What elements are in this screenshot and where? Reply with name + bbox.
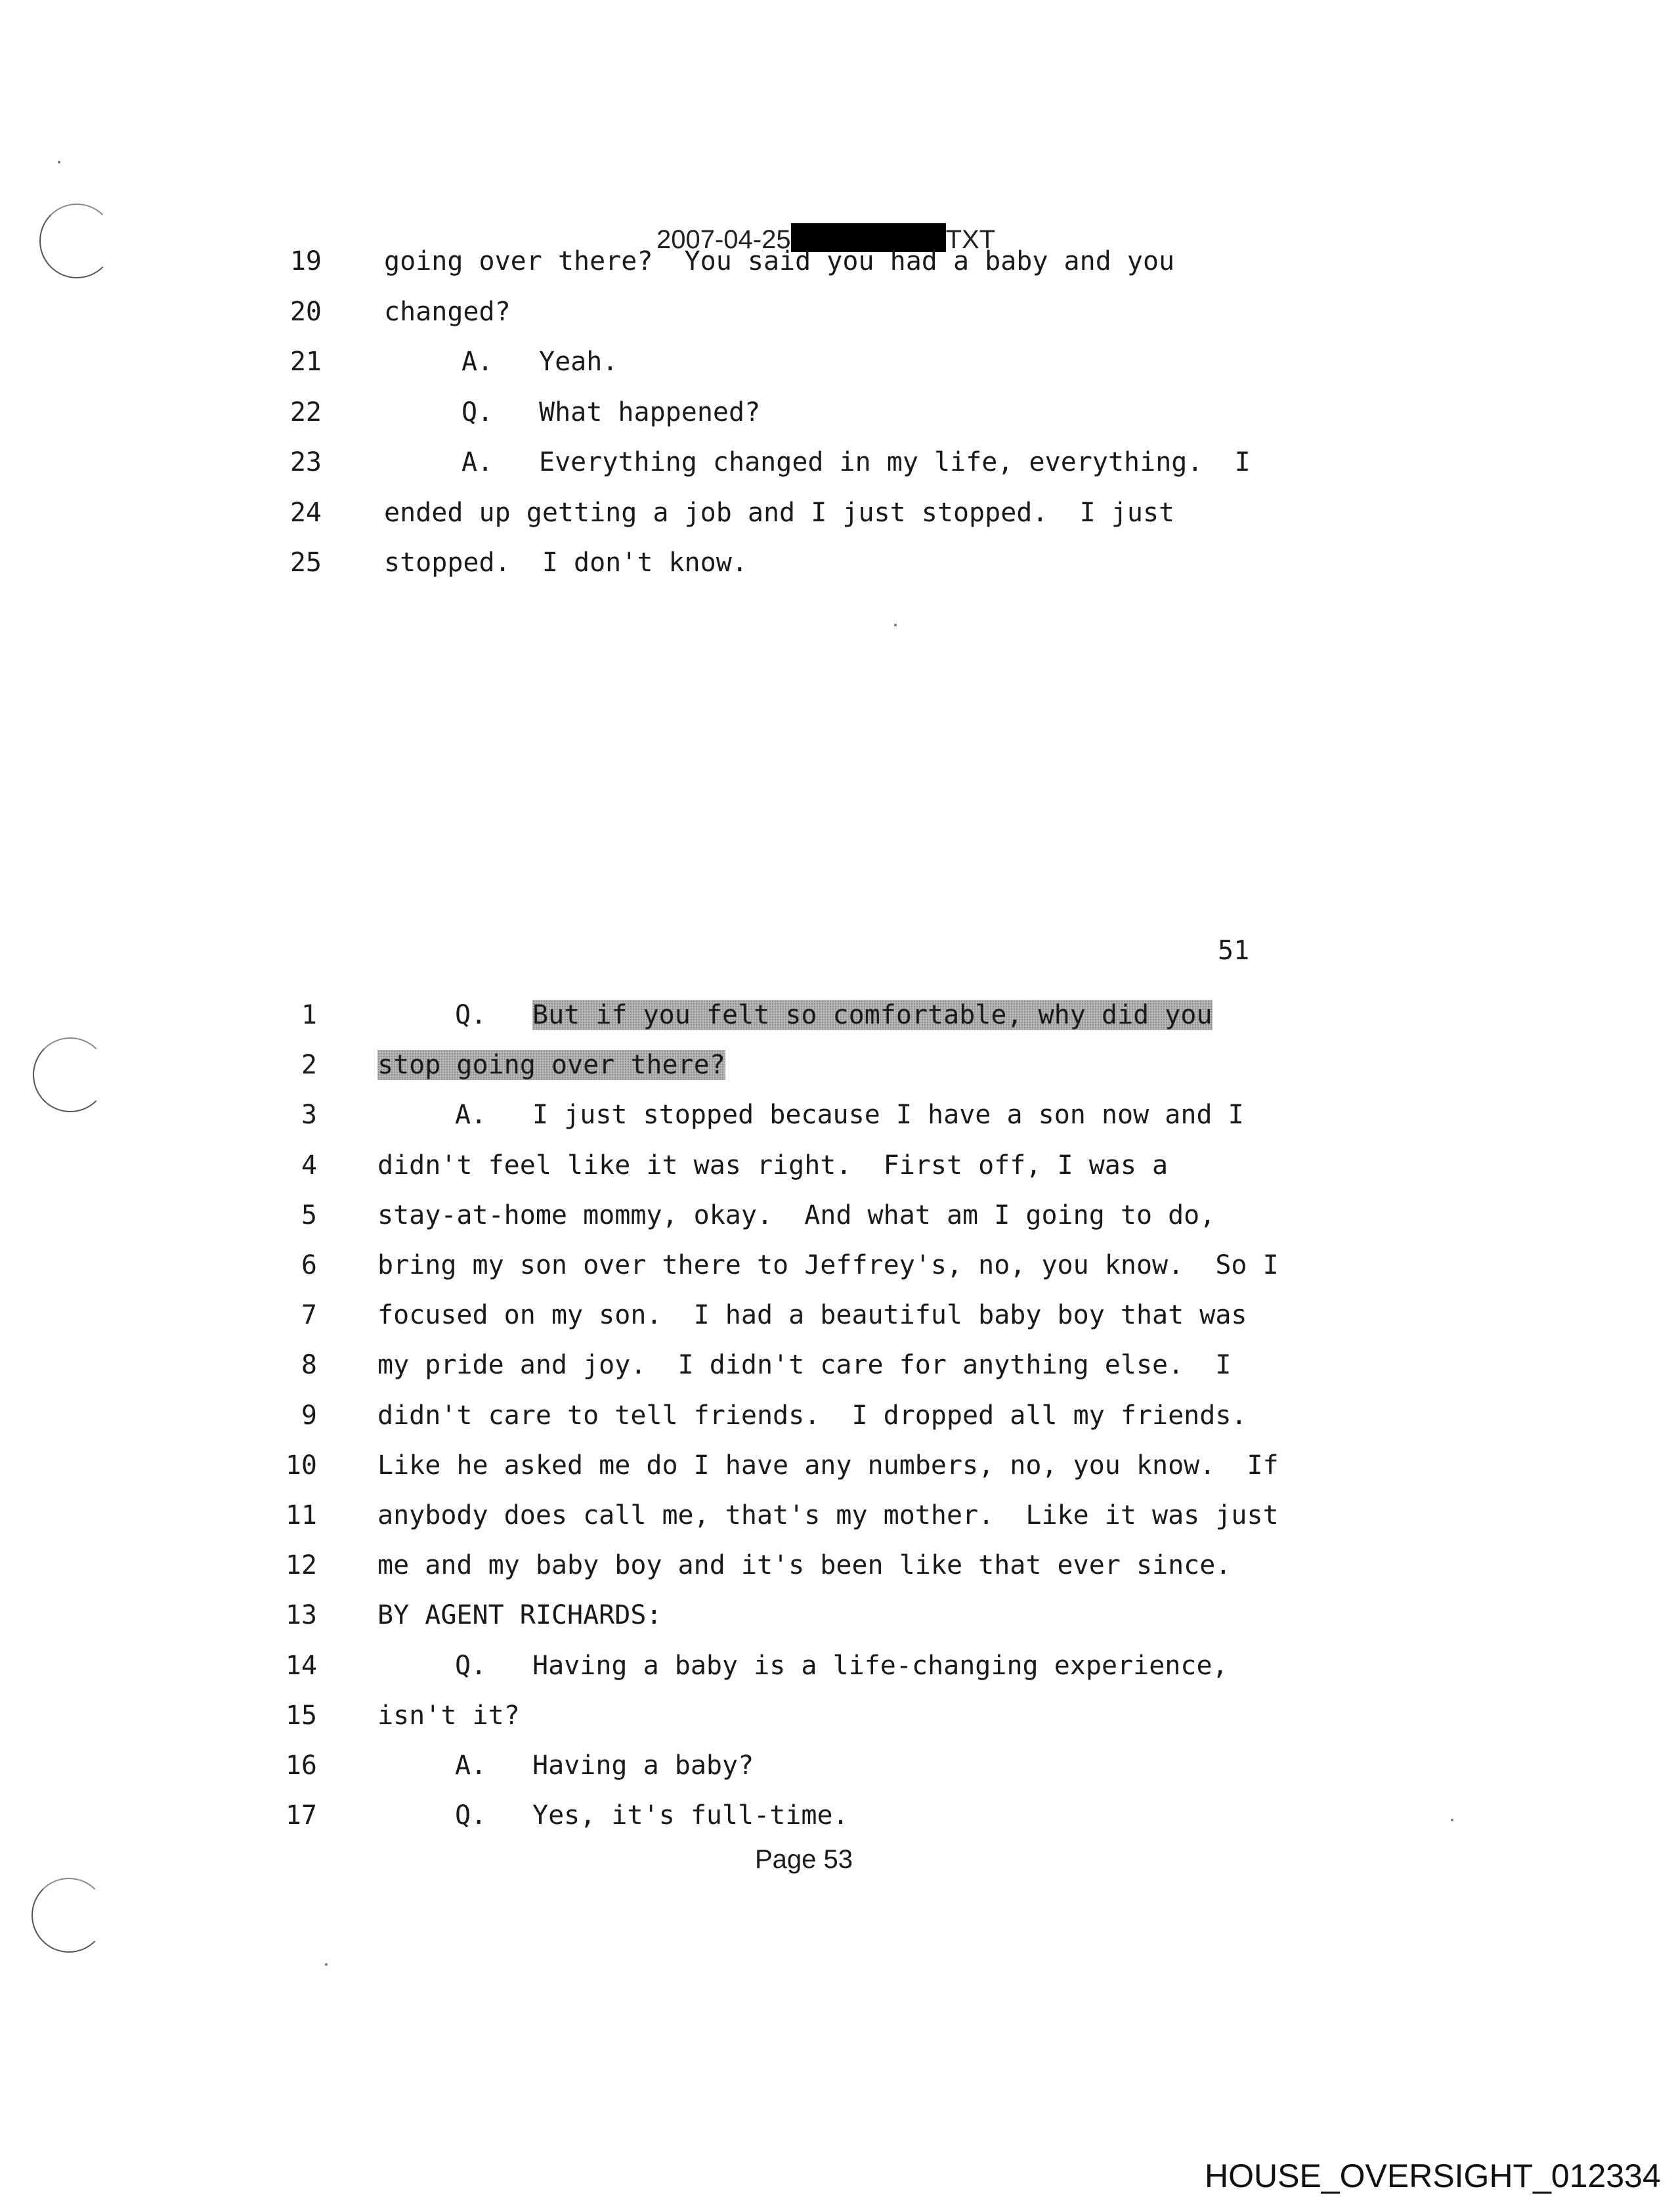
line-number: 11 <box>285 1500 317 1530</box>
line-text <box>377 1701 520 1731</box>
line-content: What happened? <box>539 397 761 427</box>
highlighted-text: But if you felt so comfortable, why did you <box>532 1000 1213 1030</box>
line-content: BY AGENT RICHARDS: <box>377 1600 662 1631</box>
line-content: focused on my son. I had a beautiful baby boy that was <box>377 1300 1247 1331</box>
punch-hole-mark <box>33 1037 108 1112</box>
line-number: 25 <box>290 548 322 578</box>
line-number: 13 <box>285 1600 317 1631</box>
line-text <box>384 246 1174 276</box>
line-text <box>384 548 748 578</box>
page-number: 51 <box>1218 936 1250 966</box>
scan-speck <box>58 161 60 163</box>
line-number: 16 <box>285 1750 317 1781</box>
line-text <box>377 1150 1168 1181</box>
line-text <box>455 1651 1228 1681</box>
line-content: ended up getting a job and I just stopped. I just <box>384 497 1175 528</box>
line-text <box>455 1000 1213 1030</box>
line-content: Having a baby is a life-changing experience, <box>532 1650 1228 1681</box>
line-number: 22 <box>290 397 322 427</box>
line-text <box>455 1100 1244 1130</box>
line-number: 20 <box>290 296 322 327</box>
line-number: 21 <box>290 347 322 377</box>
highlighted-text: stop going over there? <box>377 1050 725 1081</box>
line-content: Everything changed in my life, everything. I <box>539 447 1251 477</box>
line-text <box>377 1450 1279 1481</box>
footer-page-label: Page 53 <box>755 1845 853 1874</box>
line-number: 14 <box>285 1650 317 1681</box>
scan-speck <box>325 1963 328 1966</box>
speaker-label: A. <box>461 347 494 377</box>
speaker-label: A. <box>455 1750 487 1781</box>
line-number: 1 <box>301 1000 317 1030</box>
line-text <box>377 1600 662 1630</box>
line-number: 2 <box>301 1050 317 1081</box>
line-number: 9 <box>301 1400 317 1431</box>
line-number: 7 <box>301 1300 317 1331</box>
line-number: 6 <box>301 1250 317 1280</box>
line-text <box>384 297 511 327</box>
line-content: changed? <box>384 296 511 327</box>
speaker-label: A. <box>461 447 494 477</box>
line-text <box>455 1750 754 1781</box>
line-content: bring my son over there to Jeffrey's, no, you know. So I <box>377 1250 1279 1280</box>
header-date: 2007-04-25 <box>656 225 791 254</box>
punch-hole-mark <box>32 1878 106 1953</box>
line-text <box>377 1050 725 1080</box>
line-text <box>377 1350 1231 1380</box>
line-content: Yes, it's full-time. <box>532 1800 849 1831</box>
line-number: 12 <box>285 1550 317 1581</box>
line-content: going over there? You said you had a baby and you <box>384 246 1175 276</box>
line-text <box>384 498 1174 528</box>
line-number: 10 <box>285 1450 317 1481</box>
line-number: 17 <box>285 1800 317 1831</box>
line-number: 19 <box>290 246 322 276</box>
bates-number: HOUSE_OVERSIGHT_012334 <box>1205 2158 1661 2194</box>
line-content: Having a baby? <box>532 1750 754 1781</box>
line-text <box>377 1550 1231 1580</box>
speaker-label: Q. <box>455 1650 487 1681</box>
line-text <box>377 1300 1247 1330</box>
line-content: didn't feel like it was right. First off, I was a <box>377 1150 1169 1181</box>
line-text <box>377 1400 1247 1431</box>
line-content: stopped. I don't know. <box>384 548 748 578</box>
line-number: 3 <box>301 1100 317 1131</box>
line-number: 23 <box>290 447 322 477</box>
scan-speck <box>1451 1819 1453 1821</box>
speaker-label: Q. <box>455 1800 487 1831</box>
line-content: didn't care to tell friends. I dropped all my friends. <box>377 1400 1247 1431</box>
line-number: 5 <box>301 1200 317 1230</box>
line-content: Yeah. <box>539 347 618 377</box>
scan-speck <box>894 624 897 626</box>
speaker-label: Q. <box>461 397 494 427</box>
header-suffix: TXT <box>945 225 996 254</box>
line-text <box>461 397 760 427</box>
line-number: 4 <box>301 1150 317 1181</box>
speaker-label: A. <box>455 1100 487 1131</box>
line-content: me and my baby boy and it's been like that ever since. <box>377 1550 1232 1581</box>
line-number: 15 <box>285 1700 317 1731</box>
line-text <box>377 1250 1279 1280</box>
punch-hole-mark <box>39 204 114 278</box>
line-text <box>455 1800 849 1831</box>
line-content: I just stopped because I have a son now and I <box>532 1100 1244 1131</box>
speaker-label: Q. <box>455 1000 487 1030</box>
line-text <box>377 1200 1215 1230</box>
line-text <box>377 1500 1279 1530</box>
line-content: anybody does call me, that's my mother. Like it was just <box>377 1500 1279 1530</box>
line-content: Like he asked me do I have any numbers, no, you know. If <box>377 1450 1279 1481</box>
line-content: stay-at-home mommy, okay. And what am I going to do, <box>377 1200 1216 1230</box>
line-number: 8 <box>301 1350 317 1381</box>
line-text <box>461 347 618 377</box>
line-content: my pride and joy. I didn't care for anything else. I <box>377 1350 1232 1381</box>
line-number: 24 <box>290 497 322 528</box>
line-text <box>461 447 1251 477</box>
line-content: isn't it? <box>377 1700 520 1731</box>
